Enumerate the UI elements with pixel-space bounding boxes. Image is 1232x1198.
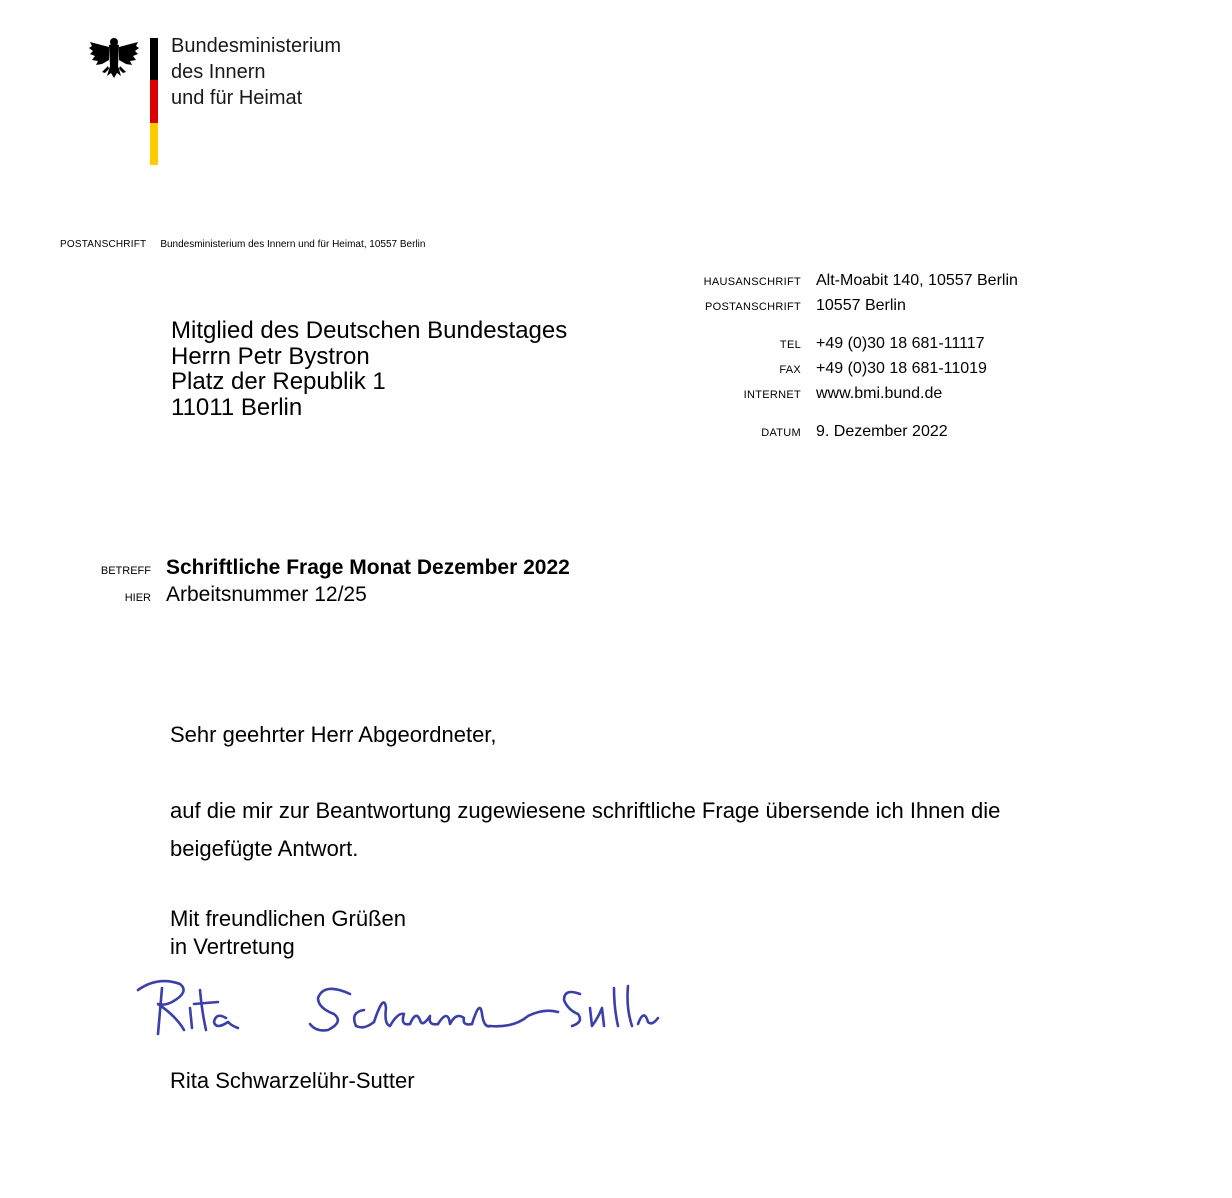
subject-block <box>60 556 570 610</box>
hier-value: Arbeitsnummer 12/25 <box>166 583 367 606</box>
betreff-value: Schriftliche Frage Monat Dezember 2022 <box>166 556 570 579</box>
flag-stripe-black <box>150 38 158 80</box>
internet-label: INTERNET <box>743 389 801 401</box>
closing-line-2: in Vertretung <box>170 934 295 959</box>
signer-name: Rita Schwarzelühr-Sutter <box>170 1068 415 1093</box>
betreff-label: BETREFF <box>100 565 151 577</box>
ministry-name <box>171 33 341 111</box>
body-paragraph <box>170 792 1000 868</box>
info-row-postanschrift <box>640 297 1060 322</box>
fax-value: +49 (0)30 18 681-11019 <box>816 360 987 377</box>
fax-label: FAX <box>779 364 801 376</box>
sender-line <box>60 239 425 250</box>
hausanschrift-value: Alt-Moabit 140, 10557 Berlin <box>816 272 1018 289</box>
hier-label: HIER <box>124 592 151 604</box>
ministry-name-line-1: Bundesministerium <box>171 35 342 57</box>
closing <box>170 905 406 961</box>
info-row-internet <box>640 385 1060 410</box>
datum-label: DATUM <box>761 427 801 439</box>
recipient-line-4: 11011 Berlin <box>171 393 303 421</box>
info-row-datum <box>640 423 1060 448</box>
info-block <box>640 272 1060 448</box>
hausanschrift-label: HAUSANSCHRIFT <box>703 276 801 288</box>
internet-value: www.bmi.bund.de <box>816 385 943 402</box>
flag-stripe-gold <box>150 123 158 165</box>
flag-stripe-red <box>150 80 158 122</box>
info-row-fax <box>640 360 1060 385</box>
info-row-hausanschrift <box>640 272 1060 297</box>
salutation: Sehr geehrter Herr Abgeordneter, <box>170 722 497 747</box>
postanschrift-label: POSTANSCHRIFT <box>705 301 801 313</box>
sender-line-label: POSTANSCHRIFT <box>60 239 147 250</box>
recipient-line-3: Platz der Republik 1 <box>171 368 386 395</box>
closing-line-1: Mit freundlichen Grüßen <box>170 906 406 931</box>
subject-row-betreff <box>60 556 570 583</box>
ministry-name-line-2: des Innern <box>171 61 266 83</box>
ministry-name-line-3: und für Heimat <box>171 87 303 109</box>
recipient-line-2: Herrn Petr Bystron <box>171 342 370 370</box>
sender-line-text: Bundesministerium des Innern und für Heimat, 10557 Berlin <box>160 239 426 250</box>
info-row-tel <box>640 335 1060 360</box>
federal-eagle-icon <box>88 36 140 84</box>
tel-label: TEL <box>779 339 801 351</box>
handwritten-signature <box>128 968 688 1048</box>
recipient-address <box>171 318 567 420</box>
body-paragraph-line-1: auf die mir zur Beantwortung zugewiesene schriftliche Frage übersende ich Ihnen die <box>170 798 1001 823</box>
tel-value: +49 (0)30 18 681-11117 <box>816 335 985 352</box>
postanschrift-value: 10557 Berlin <box>816 297 906 314</box>
datum-value: 9. Dezember 2022 <box>816 423 948 440</box>
body-paragraph-line-2: beigefügte Antwort. <box>170 836 359 861</box>
recipient-line-1: Mitglied des Deutschen Bundestages <box>171 317 568 344</box>
flag-bar <box>150 38 158 165</box>
subject-row-hier <box>60 583 570 610</box>
